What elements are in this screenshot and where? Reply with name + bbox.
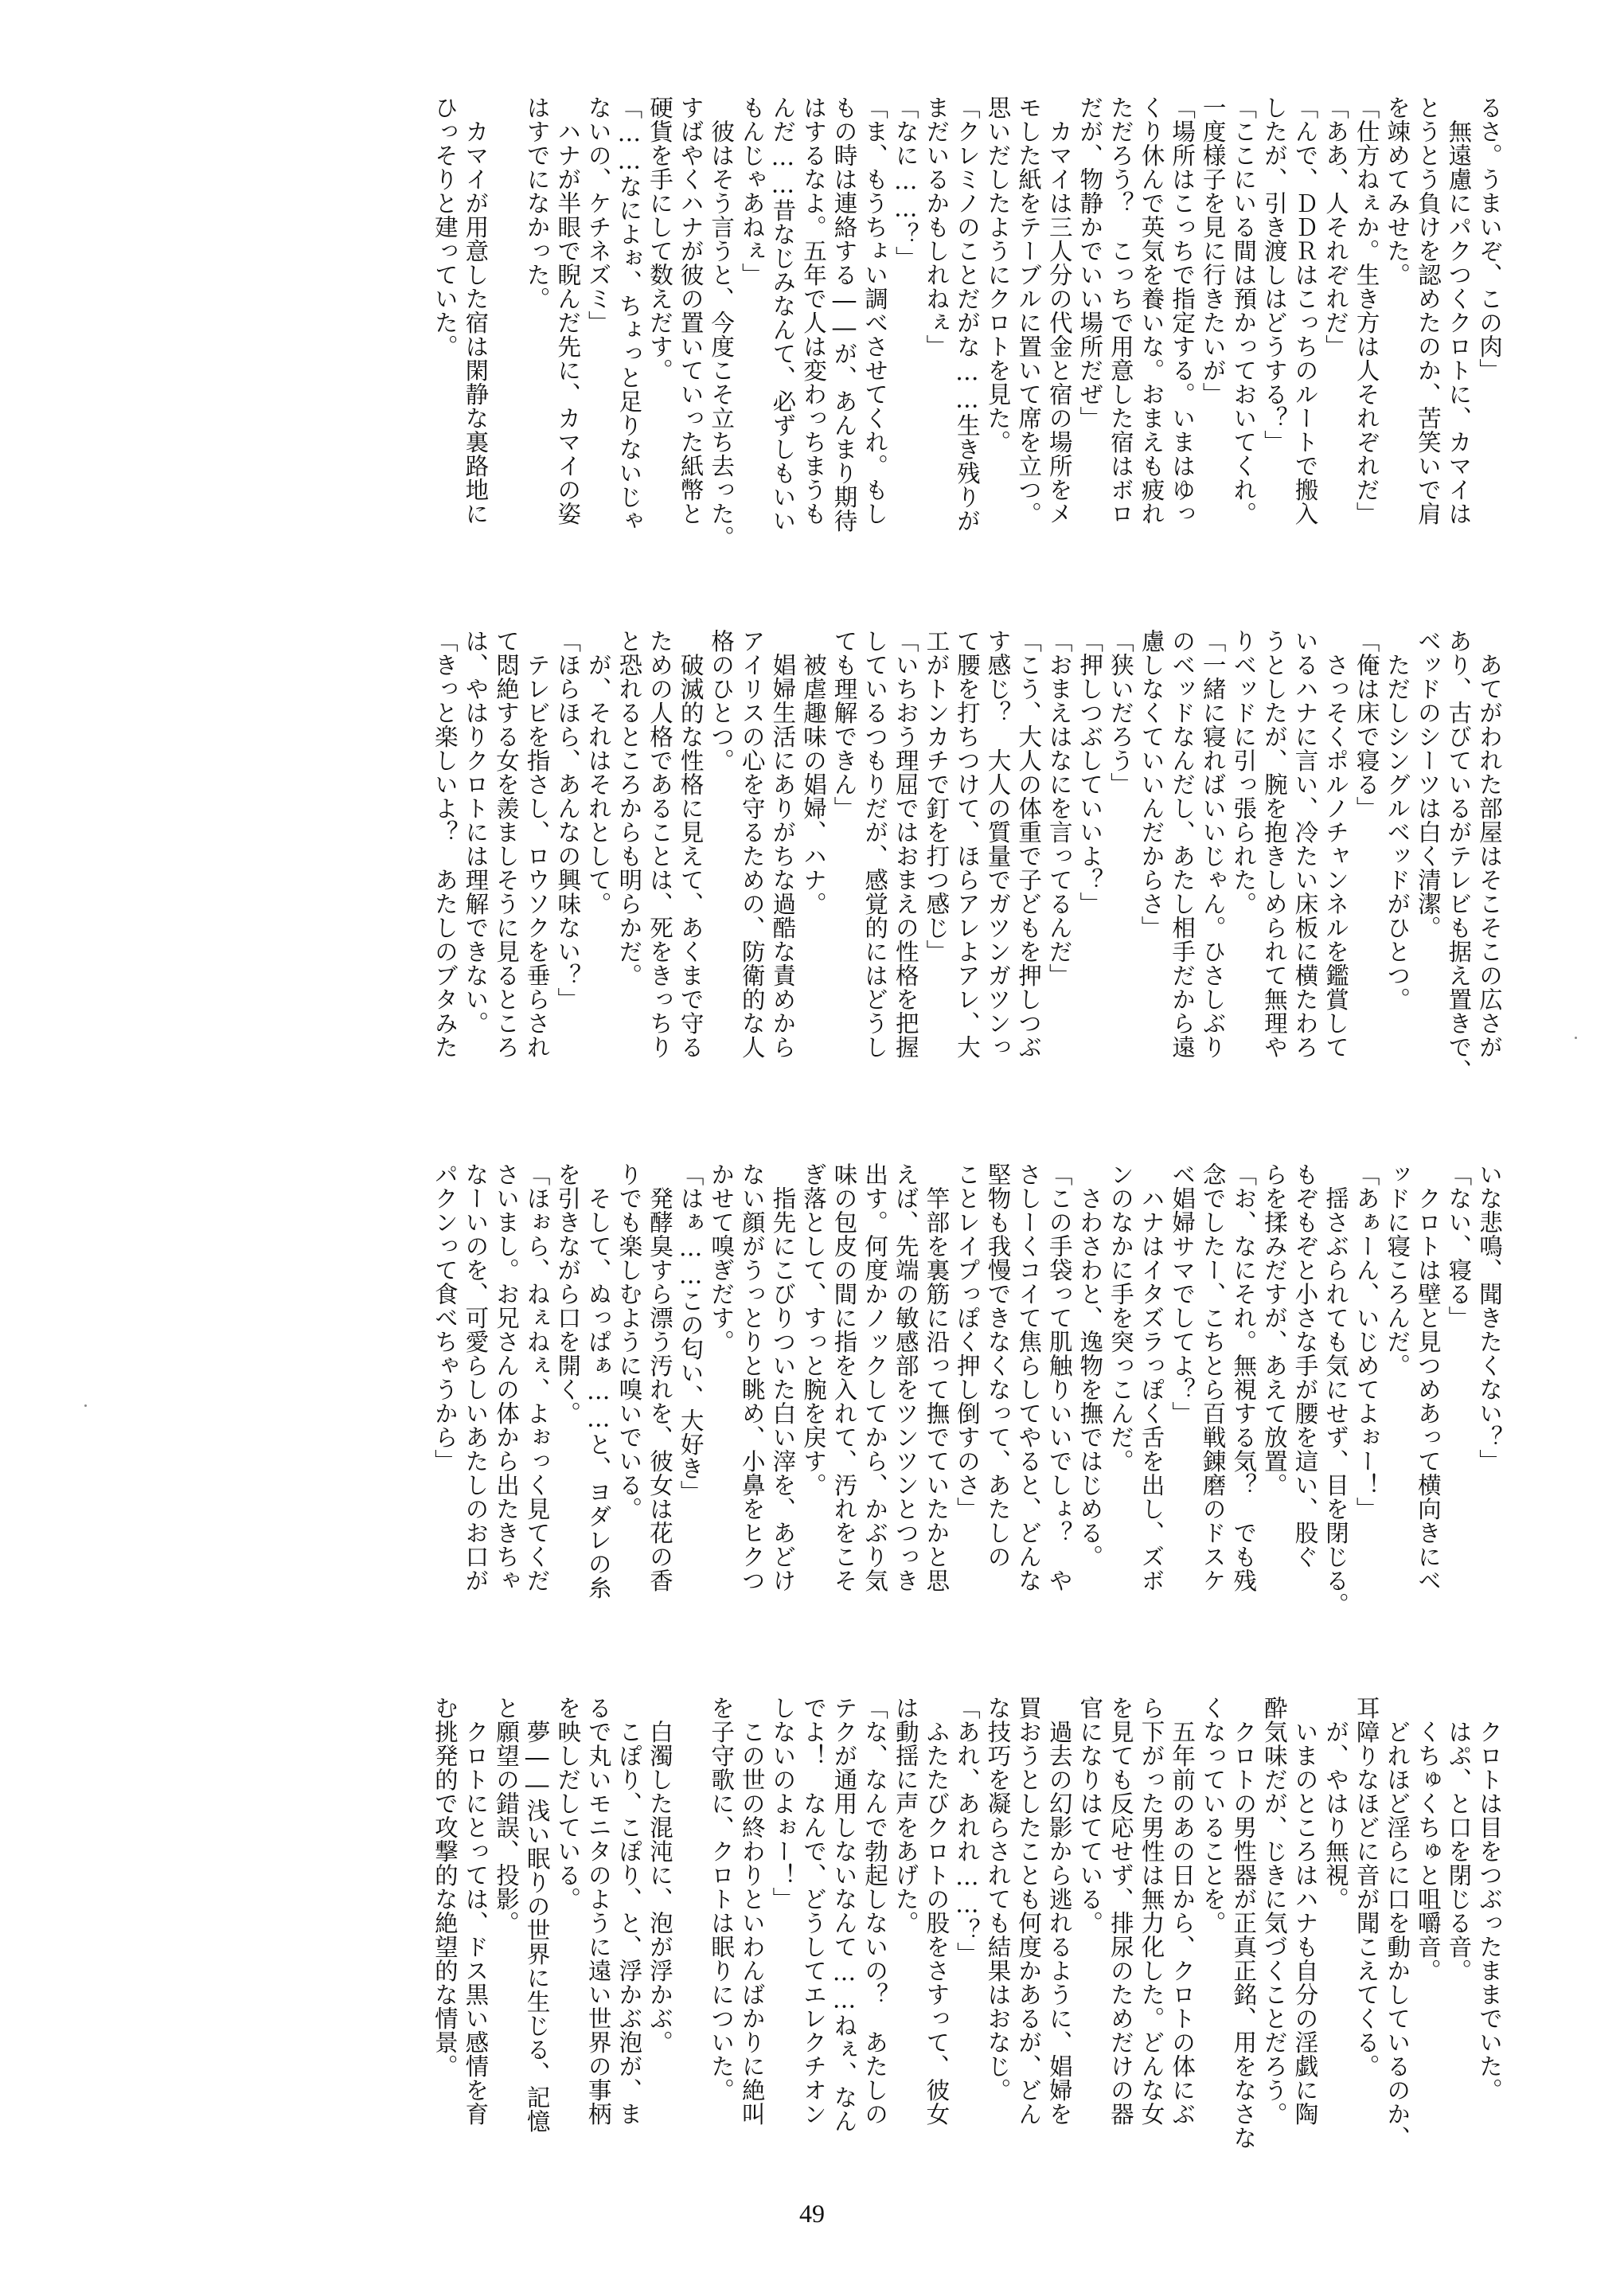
text-column: したが、引き渡しはどうする？」 <box>1260 96 1288 454</box>
text-column: クロトは目をつぶったままでいた。 <box>1476 1696 1503 2102</box>
text-column: ないの、ケチネズミ」 <box>584 96 612 334</box>
text-column: 「狭いだろう」 <box>1107 629 1134 796</box>
text-column: を竦めてみせた。 <box>1384 96 1411 287</box>
text-column: 発酵臭すら漂う汚れを、彼女は花の香 <box>646 1162 673 1592</box>
text-column: クロトにとっては、ドス黒い感情を育 <box>462 1696 490 2126</box>
text-column: は動揺に声をあげた。 <box>892 1696 919 1935</box>
text-column: 「なに……？」 <box>892 96 919 270</box>
text-column: 出す。何度かノックしてから、かぶり気 <box>861 1162 889 1592</box>
text-column: 「ま、もうちょい調べさせてくれ。もし <box>861 96 889 525</box>
text-column: ンのなかに手を突っこんだ。 <box>1107 1162 1134 1473</box>
text-column: でよ！ なんで、どうしてエレクチオン <box>799 1696 827 2126</box>
text-column: 一度様子を見に行きたいが」 <box>1199 96 1227 406</box>
text-column: 夢――浅い眠りの世界に生じる、記憶 <box>523 1696 551 2133</box>
text-column: 「場所はこっちで指定する。いまはゆっ <box>1169 96 1197 525</box>
scan-speck <box>84 1404 87 1407</box>
text-column: どれほど淫らに口を動かしているのか、 <box>1384 1696 1411 2150</box>
text-column: 「ほらほら、あんなの興味ない？」 <box>554 629 582 1011</box>
text-column: 硬貨を手にして数えだす。 <box>646 96 673 382</box>
text-column: ハナが半眼で睨んだ先に、カマイの姿 <box>554 96 582 525</box>
text-column: とうとう負けを認めたのか、苦笑いで肩 <box>1414 96 1442 525</box>
text-column: 酔気味だが、じきに気づくことだろう。 <box>1260 1696 1288 2126</box>
text-column: 竿部を裏筋に沿って撫でていたかと思 <box>923 1162 951 1592</box>
text-column: さっそくポルノチャンネルを鑑賞して <box>1322 629 1350 1059</box>
text-column: す感じ？ 大人の質量でガツンガツンっ <box>984 629 1012 1059</box>
text-column: 「ほぉら、ねぇねぇ、よぉっく見てくだ <box>523 1162 551 1592</box>
text-column: はすでになかった。 <box>523 96 551 311</box>
text-column: が、それはそれとして。 <box>584 629 612 916</box>
text-column: アイリスの心を守るための、防衛的な人 <box>738 629 766 1059</box>
text-column: さわさわと、逸物を撫ではじめる。 <box>1076 1162 1104 1568</box>
text-column: 被虐趣味の娼婦、ハナ。 <box>799 629 827 916</box>
text-column: を引きながら口を開く。 <box>554 1162 582 1425</box>
text-column: 「仕方ねぇか。生き方は人それぞれだ」 <box>1353 96 1380 525</box>
text-column: この世の終わりといわんばかりに絶叫 <box>738 1696 766 2126</box>
text-column: ら下がった男性は無力化した。どんな女 <box>1138 1696 1165 2126</box>
text-column: 白濁した混沌に、泡が浮かぶ。 <box>646 1696 673 2054</box>
text-column: さいまし。お兄さんの体から出たきちゃ <box>493 1162 520 1592</box>
text-column: 「はぁ……この匂い、大好き」 <box>677 1162 705 1504</box>
text-column: 「きっと楽しいよ？ あたしのブタみた <box>431 629 459 1059</box>
text-column: しているつもりだが、感覚的にはどうし <box>861 629 889 1059</box>
text-column: のベッドなんだし、あたし相手だから遠 <box>1169 629 1197 1059</box>
text-column: くなっていることを。 <box>1199 1696 1227 1935</box>
text-column: 買おうとしたことも何度かあるが、どん <box>1015 1696 1043 2126</box>
text-column: はするなよ。五年で人は変わっちまうも <box>799 96 827 525</box>
text-column <box>490 96 521 573</box>
text-column: 味の包皮の間に指を入れて、汚れをこそ <box>830 1162 858 1592</box>
text-column: は、やはりクロトには理解できない。 <box>462 629 490 1035</box>
text-column: るさ。うまいぞ、この肉」 <box>1476 96 1503 382</box>
text-column: 念でしたー、こちとら百戦錬磨のドスケ <box>1199 1162 1227 1592</box>
text-column: と願望の錯誤、投影。 <box>493 1696 520 1935</box>
text-column: 破滅的な性格に見えて、あくまで守る <box>677 629 705 1059</box>
text-column: ふたたびクロトの股をさすって、彼女 <box>923 1696 951 2126</box>
text-column: えば、先端の敏感部をツンツンとつっき <box>892 1162 919 1592</box>
text-column: まだいるかもしれねぇ」 <box>923 96 951 358</box>
text-column: 工がトンカチで釘を打つ感じ」 <box>923 629 951 963</box>
text-column: と恐れるところからも明らかだ。 <box>615 629 643 987</box>
text-column: が、やはり無視。 <box>1322 1696 1350 1911</box>
text-column: 「この手袋って肌触りいいでしょ？ や <box>1045 1162 1073 1592</box>
text-column: りベッドに引っ張られた。 <box>1230 629 1258 916</box>
text-column: うとしたが、腕を抱きしめられて無理や <box>1260 629 1288 1059</box>
text-column: もの時は連絡する――が、あんまり期待 <box>830 96 858 533</box>
page-number: 49 <box>799 2199 825 2228</box>
text-column: 「俺は床で寝る」 <box>1353 629 1380 820</box>
text-column: 「んで、ＤＤＲはこっちのルートで搬入 <box>1291 96 1319 525</box>
text-column: クロトは壁と見つめあって横向きにベ <box>1414 1162 1442 1592</box>
text-column: ための人格であることは、死をきっちり <box>646 629 673 1059</box>
text-column: モした紙をテーブルに置いて席を立つ。 <box>1015 96 1043 525</box>
text-column: そして、ぬっぱぁ……と、ヨダレの糸 <box>584 1162 612 1600</box>
text-column: ただろう？ こっちで用意した宿はボロ <box>1107 96 1134 525</box>
text-column: もんじゃあねぇ」 <box>738 96 766 287</box>
text-column: カマイは三人分の代金と宿の場所をメ <box>1045 96 1073 525</box>
text-column: テレビを指さし、ロウソクを垂らされ <box>523 629 551 1059</box>
text-column: 彼はそう言うと、今度こそ立ち去った。 <box>708 96 736 549</box>
text-column: さしーくコイて焦らしてやると、どんな <box>1015 1162 1043 1592</box>
text-column: 「……なによぉ、ちょっと足りないじゃ <box>615 96 643 533</box>
text-column: すばやくハナが彼の置いていった紙幣と <box>677 96 705 525</box>
text-column: 無遠慮にパクつくクロトに、カマイは <box>1445 96 1473 525</box>
text-column: を子守歌に、クロトは眠りについた。 <box>708 1696 736 2102</box>
text-column: 揺さぶられても気にせず、目を閉じる。 <box>1322 1162 1350 1616</box>
text-column: こぽり、こぽり、と、浮かぶ泡が、ま <box>615 1696 643 2126</box>
text-column: て腰を打ちつけて、ほらアレよアレ、大 <box>953 629 981 1059</box>
text-block-2 <box>135 629 1505 1107</box>
text-column: らを揉みだすが、あえて放置。 <box>1260 1162 1288 1497</box>
text-column: ことレイプっぽく押し倒すのさ」 <box>953 1162 981 1521</box>
text-block-4 <box>135 1696 1505 2174</box>
text-column: 指先にこびりついた白い滓を、あどけ <box>769 1162 797 1592</box>
text-column: ハナはイタズラっぽく舌を出し、ズボ <box>1138 1162 1165 1592</box>
text-column: ても理解できん」 <box>830 629 858 820</box>
text-column: パクンって食べちゃうから」 <box>431 1162 459 1473</box>
text-column: かせて嗅ぎだす。 <box>708 1162 736 1354</box>
text-column: いな悲鳴、聞きたくない？」 <box>1476 1162 1503 1473</box>
text-column: ベ娼婦サマでしてよ？」 <box>1169 1162 1197 1425</box>
text-column: カマイが用意した宿は閑静な裏路地に <box>462 96 490 525</box>
text-column: はぷ、と口を閉じる音。 <box>1445 1696 1473 1982</box>
text-block-1 <box>135 96 1505 573</box>
text-column: な技巧を凝らされても結果はおなじ。 <box>984 1696 1012 2102</box>
text-column: ただしシングルベッドがひとつ。 <box>1384 629 1411 1011</box>
text-column: しないのよぉー！」 <box>769 1696 797 1911</box>
text-column: もぞもぞと小さな手が腰を這い、股ぐ <box>1291 1162 1319 1568</box>
text-block-3 <box>135 1162 1505 1640</box>
text-column: ない顔がうっとりと眺め、小鼻をヒクつ <box>738 1162 766 1592</box>
text-column: 「こう、大人の体重で子どもを押しつぶ <box>1015 629 1043 1059</box>
text-column: を見ても反応せず、排尿のためだけの器 <box>1107 1696 1134 2126</box>
text-column: を映しだしている。 <box>554 1696 582 1911</box>
text-column: ひっそりと建っていた。 <box>431 96 459 358</box>
text-column: りでも楽しむように嗅いでいる。 <box>615 1162 643 1521</box>
text-column: 「ああ、人それぞれだ」 <box>1322 96 1350 358</box>
text-column: あり、古びているがテレビも据え置きで、 <box>1445 629 1473 1083</box>
text-column: 格のひとつ。 <box>708 629 736 772</box>
text-column: クロトの男性器が正真正銘、用をなさな <box>1230 1696 1258 2150</box>
text-column: るで丸いモニタのように遠い世界の事柄 <box>584 1696 612 2126</box>
text-column: んだ……昔なじみなんて、必ずしもいい <box>769 96 797 533</box>
text-column: 過去の幻影から逃れるように、娼婦を <box>1045 1696 1073 2126</box>
text-column: 「あれ、あれれ……？」 <box>953 1696 981 1966</box>
text-column: 「おまえはなにを言ってるんだ」 <box>1045 629 1073 987</box>
text-column: あてがわれた部屋はそこそこの広さが <box>1476 629 1503 1059</box>
text-column: いまのところはハナも自分の淫戯に陶 <box>1291 1696 1319 2126</box>
text-column: 「一緒に寝ればいいじゃん。ひさしぶり <box>1199 629 1227 1059</box>
text-column: ベッドのシーツは白く清潔。 <box>1414 629 1442 939</box>
text-column: くり休んで英気を養いな。おまえも疲れ <box>1138 96 1165 525</box>
text-column: 「お、なにそれ。無視する気？ でも残 <box>1230 1162 1258 1592</box>
text-column: 「ここにいる間は預かっておいてくれ。 <box>1230 96 1258 525</box>
text-column: 官になりはてている。 <box>1076 1696 1104 1935</box>
text-column: ッドに寝ころんだ。 <box>1384 1162 1411 1377</box>
text-column: 「あぁーん、いじめてよぉー！」 <box>1353 1162 1380 1521</box>
text-column: 「クレミノのことだがな……生き残りが <box>953 96 981 533</box>
text-column: 堅物も我慢できなくなって、あたしの <box>984 1162 1012 1568</box>
text-column: ぎ落として、すっと腕を戻す。 <box>799 1162 827 1497</box>
text-column: て悶絶する女を羨ましそうに見るところ <box>493 629 520 1059</box>
text-column: 耳障りなほどに音が聞こえてくる。 <box>1353 1696 1380 2078</box>
text-column: だが、物静かでいい場所だぜ」 <box>1076 96 1104 430</box>
text-column: 「いちおう理屈ではおまえの性格を把握 <box>892 629 919 1059</box>
text-column: 思いだしたようにクロトを見た。 <box>984 96 1012 454</box>
text-column: 「な、なんで勃起しないの？ あたしの <box>861 1696 889 2126</box>
text-column: 五年前のあの日から、クロトの体にぶ <box>1169 1696 1197 2126</box>
text-column: テクが通用しないなんて……ねぇ、なん <box>830 1696 858 2133</box>
text-column: 「押しつぶしていいよ？」 <box>1076 629 1104 916</box>
text-column: 娼婦生活にありがちな過酷な責めから <box>769 629 797 1059</box>
text-column: なーいのを、可愛らしいあたしのお口が <box>462 1162 490 1592</box>
text-column: 「ない、寝る」 <box>1445 1162 1473 1330</box>
scan-speck <box>1575 1037 1577 1039</box>
text-column: 慮しなくていいんだからさ」 <box>1138 629 1165 939</box>
text-column: いるハナに言い、冷たい床板に横たわろ <box>1291 629 1319 1059</box>
text-column: くちゅくちゅと咀嚼音。 <box>1414 1696 1442 1982</box>
text-column <box>675 1696 706 2174</box>
text-column: む挑発的で攻撃的な絶望的な情景。 <box>431 1696 459 2078</box>
